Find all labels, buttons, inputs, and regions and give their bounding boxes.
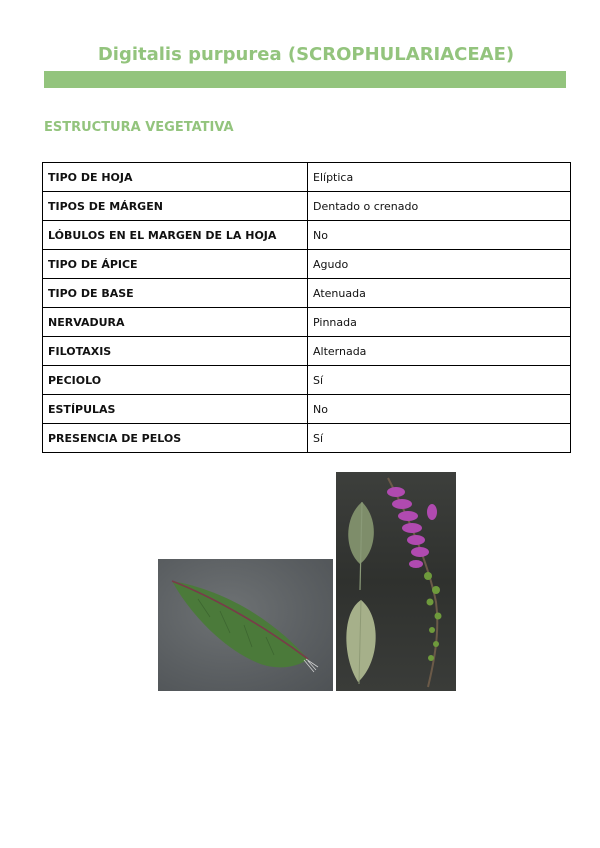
title-underline-bar (44, 71, 566, 88)
property-label: ESTÍPULAS (43, 395, 308, 424)
table-row (43, 163, 571, 192)
table-row (43, 366, 571, 395)
property-label: TIPO DE BASE (43, 279, 308, 308)
property-value: Alternada (308, 337, 571, 366)
leaf-photo (158, 559, 333, 691)
property-label: TIPO DE HOJA (43, 163, 308, 192)
property-value: Atenuada (308, 279, 571, 308)
page-title: Digitalis purpurea (SCROPHULARIACEAE) (97, 44, 515, 65)
property-value: Pinnada (308, 308, 571, 337)
property-value: Sí (308, 424, 571, 453)
table-row (43, 221, 571, 250)
flower-spike-photo (336, 472, 456, 691)
property-label: FILOTAXIS (43, 337, 308, 366)
property-label: LÓBULOS EN EL MARGEN DE LA HOJA (43, 221, 308, 250)
table-row (43, 424, 571, 453)
property-label: TIPOS DE MÁRGEN (43, 192, 308, 221)
property-value: No (308, 395, 571, 424)
property-value: Sí (308, 366, 571, 395)
property-value: No (308, 221, 571, 250)
vegetative-structure-table (42, 162, 571, 453)
table-row (43, 192, 571, 221)
property-value: Dentado o crenado (308, 192, 571, 221)
property-label: TIPO DE ÁPICE (43, 250, 308, 279)
property-label: PECIOLO (43, 366, 308, 395)
table-row (43, 395, 571, 424)
section-heading: ESTRUCTURA VEGETATIVA (44, 120, 234, 135)
property-label: NERVADURA (43, 308, 308, 337)
table-row (43, 250, 571, 279)
property-value: Agudo (308, 250, 571, 279)
property-label: PRESENCIA DE PELOS (43, 424, 308, 453)
table-row (43, 279, 571, 308)
table-row (43, 308, 571, 337)
property-value: Elíptica (308, 163, 571, 192)
table-row (43, 337, 571, 366)
